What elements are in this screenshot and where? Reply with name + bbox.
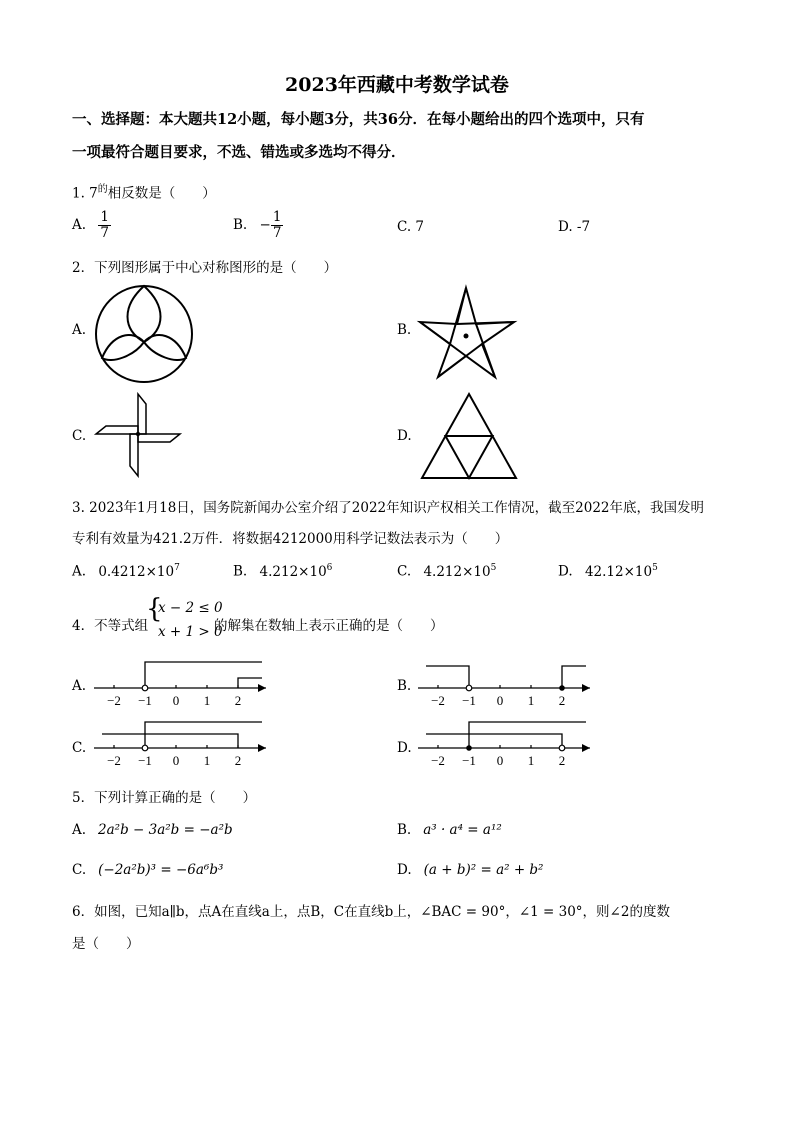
axis-arrow xyxy=(258,684,266,692)
question-3-line1: 3. 2023年1月18日，国务院新闻办公室介绍了2022年知识产权相关工作情况，截至2022年底，我国发明 xyxy=(72,500,705,516)
tick-label: −2 xyxy=(431,693,445,708)
q1-rest: 相反数是（ ） xyxy=(107,185,216,202)
q4-numberline-b xyxy=(418,658,598,708)
option-label: D. xyxy=(397,862,412,878)
numerator: 1 xyxy=(272,209,282,225)
q4-numberline-a xyxy=(94,658,274,708)
q1-sup: 的 xyxy=(97,184,108,195)
option-label: B. xyxy=(397,822,412,838)
tick-label: −1 xyxy=(138,753,152,768)
tick-label: 0 xyxy=(496,753,504,768)
tick-label: 1 xyxy=(203,753,211,768)
tick-label: −2 xyxy=(107,693,121,708)
tick-label: −1 xyxy=(462,693,476,708)
tick-label: 2 xyxy=(234,693,242,708)
tick-label: −2 xyxy=(107,753,121,768)
q3-option-d[interactable] xyxy=(558,563,658,580)
q4-option-a-label[interactable]: A. xyxy=(72,678,87,694)
inequality-1: x − 2 ≤ 0 xyxy=(158,600,223,616)
option-label: A. xyxy=(72,822,87,838)
q4-option-d-label[interactable]: D. xyxy=(397,740,412,756)
question-4-suffix: 的解集在数轴上表示正确的是（ ） xyxy=(214,618,444,634)
option-label: C. xyxy=(72,862,87,878)
section-heading-line1: 一、选择题：本大题共12小题，每小题3分，共36分．在每小题给出的四个选项中，只有 xyxy=(72,111,645,128)
option-value: 4.212×10 xyxy=(259,563,327,580)
q3-option-c[interactable] xyxy=(397,563,496,580)
axis-arrow xyxy=(582,744,590,752)
solution-ray xyxy=(469,722,586,748)
tick-label: −2 xyxy=(431,753,445,768)
tick-label: 0 xyxy=(496,693,504,708)
q1-option-b[interactable] xyxy=(233,210,283,241)
section-heading-line2: 一项最符合题目要求，不选、错选或多选均不得分． xyxy=(72,144,406,161)
solution-ray xyxy=(426,666,469,688)
q4-numberline-c xyxy=(94,718,274,768)
denominator: 7 xyxy=(100,224,109,241)
q1-prefix: 1. 7 xyxy=(72,185,98,202)
open-endpoint xyxy=(466,685,472,691)
q1-option-d[interactable]: D. -7 xyxy=(558,219,591,235)
option-expression: 2a²b − 3a²b = −a²b xyxy=(98,822,233,838)
option-label: C. xyxy=(397,563,412,580)
option-label: B. xyxy=(233,216,248,233)
q1-option-a[interactable] xyxy=(72,210,111,241)
open-endpoint xyxy=(142,745,148,751)
tick-label: 2 xyxy=(558,693,566,708)
solution-ray xyxy=(145,662,262,688)
tick-label: 1 xyxy=(527,753,535,768)
q2-figure-b xyxy=(418,286,518,380)
closed-endpoint xyxy=(466,745,472,751)
q2-option-b-label[interactable]: B. xyxy=(397,322,412,338)
page-title: 2023年西藏中考数学试卷 xyxy=(285,74,509,96)
q2-option-c-label[interactable]: C. xyxy=(72,428,87,444)
open-endpoint xyxy=(142,685,148,691)
q5-option-b[interactable] xyxy=(397,822,502,838)
question-5-stem: 5．下列计算正确的是（ ） xyxy=(72,790,257,806)
option-label: D. xyxy=(558,563,573,580)
tick-label: 1 xyxy=(203,693,211,708)
exponent: 5 xyxy=(490,563,497,573)
option-label: A. xyxy=(72,216,87,233)
q4-numberline-d xyxy=(418,718,598,768)
solution-ray xyxy=(102,734,238,748)
q3-option-a[interactable] xyxy=(72,563,180,580)
question-6-line1: 6．如图，已知a∥b，点A在直线a上，点B，C在直线b上，∠BAC = 90°，∠1 = 30°，则∠2的度数 xyxy=(72,904,670,920)
exponent: 7 xyxy=(174,563,180,573)
tick-label: 0 xyxy=(172,693,180,708)
tick-label: 2 xyxy=(558,753,566,768)
tick-label: −1 xyxy=(462,753,476,768)
option-expression: (a + b)² = a² + b² xyxy=(423,862,544,878)
axis-arrow xyxy=(582,684,590,692)
q1-option-c[interactable]: C. 7 xyxy=(397,219,425,235)
exponent: 5 xyxy=(652,563,658,573)
open-endpoint xyxy=(559,745,565,751)
q2-option-a-label[interactable]: A. xyxy=(72,322,87,338)
q3-option-b[interactable] xyxy=(233,563,332,580)
question-4-prefix: 4．不等式组 xyxy=(72,618,149,634)
tick-label: −1 xyxy=(138,693,152,708)
question-1-stem xyxy=(72,180,216,202)
q2-figure-c xyxy=(94,390,184,480)
q2-figure-d xyxy=(420,392,518,480)
q5-option-a[interactable] xyxy=(72,822,233,838)
option-value: 4.212×10 xyxy=(423,563,491,580)
q5-option-d[interactable] xyxy=(397,862,543,878)
q4-option-c-label[interactable]: C. xyxy=(72,740,87,756)
option-value: 0.4212×10 xyxy=(98,563,175,580)
brace: { xyxy=(146,594,163,624)
tick-label: 1 xyxy=(527,693,535,708)
option-label: A. xyxy=(72,563,87,580)
denominator: 7 xyxy=(272,224,282,241)
option-value: 42.12×10 xyxy=(584,563,653,580)
closed-endpoint xyxy=(559,685,565,691)
minus-sign: − xyxy=(259,216,271,233)
option-expression: (−2a²b)³ = −6a⁶b³ xyxy=(98,862,224,878)
q2-figure-a xyxy=(92,284,196,384)
axis-arrow xyxy=(258,744,266,752)
option-label: B. xyxy=(233,563,248,580)
solution-ray xyxy=(426,734,562,748)
tick-label: 0 xyxy=(172,753,180,768)
option-expression: a³ · a⁴ = a¹² xyxy=(423,822,502,838)
q5-option-c[interactable] xyxy=(72,862,223,878)
numerator: 1 xyxy=(100,209,109,225)
q2-option-d-label[interactable]: D. xyxy=(397,428,412,444)
question-6-line2: 是（ ） xyxy=(72,936,140,952)
inequality-2: x + 1 > 0 xyxy=(158,624,223,640)
q4-option-b-label[interactable]: B. xyxy=(397,678,412,694)
fraction xyxy=(98,210,111,241)
fraction xyxy=(271,210,284,241)
tick-label: 2 xyxy=(234,753,242,768)
solution-ray xyxy=(145,722,262,748)
exponent: 6 xyxy=(326,563,333,573)
question-3-line2: 专利有效量为421.2万件．将数据4212000用科学记数法表示为（ ） xyxy=(72,531,509,547)
question-2-stem: 2．下列图形属于中心对称图形的是（ ） xyxy=(72,260,338,276)
